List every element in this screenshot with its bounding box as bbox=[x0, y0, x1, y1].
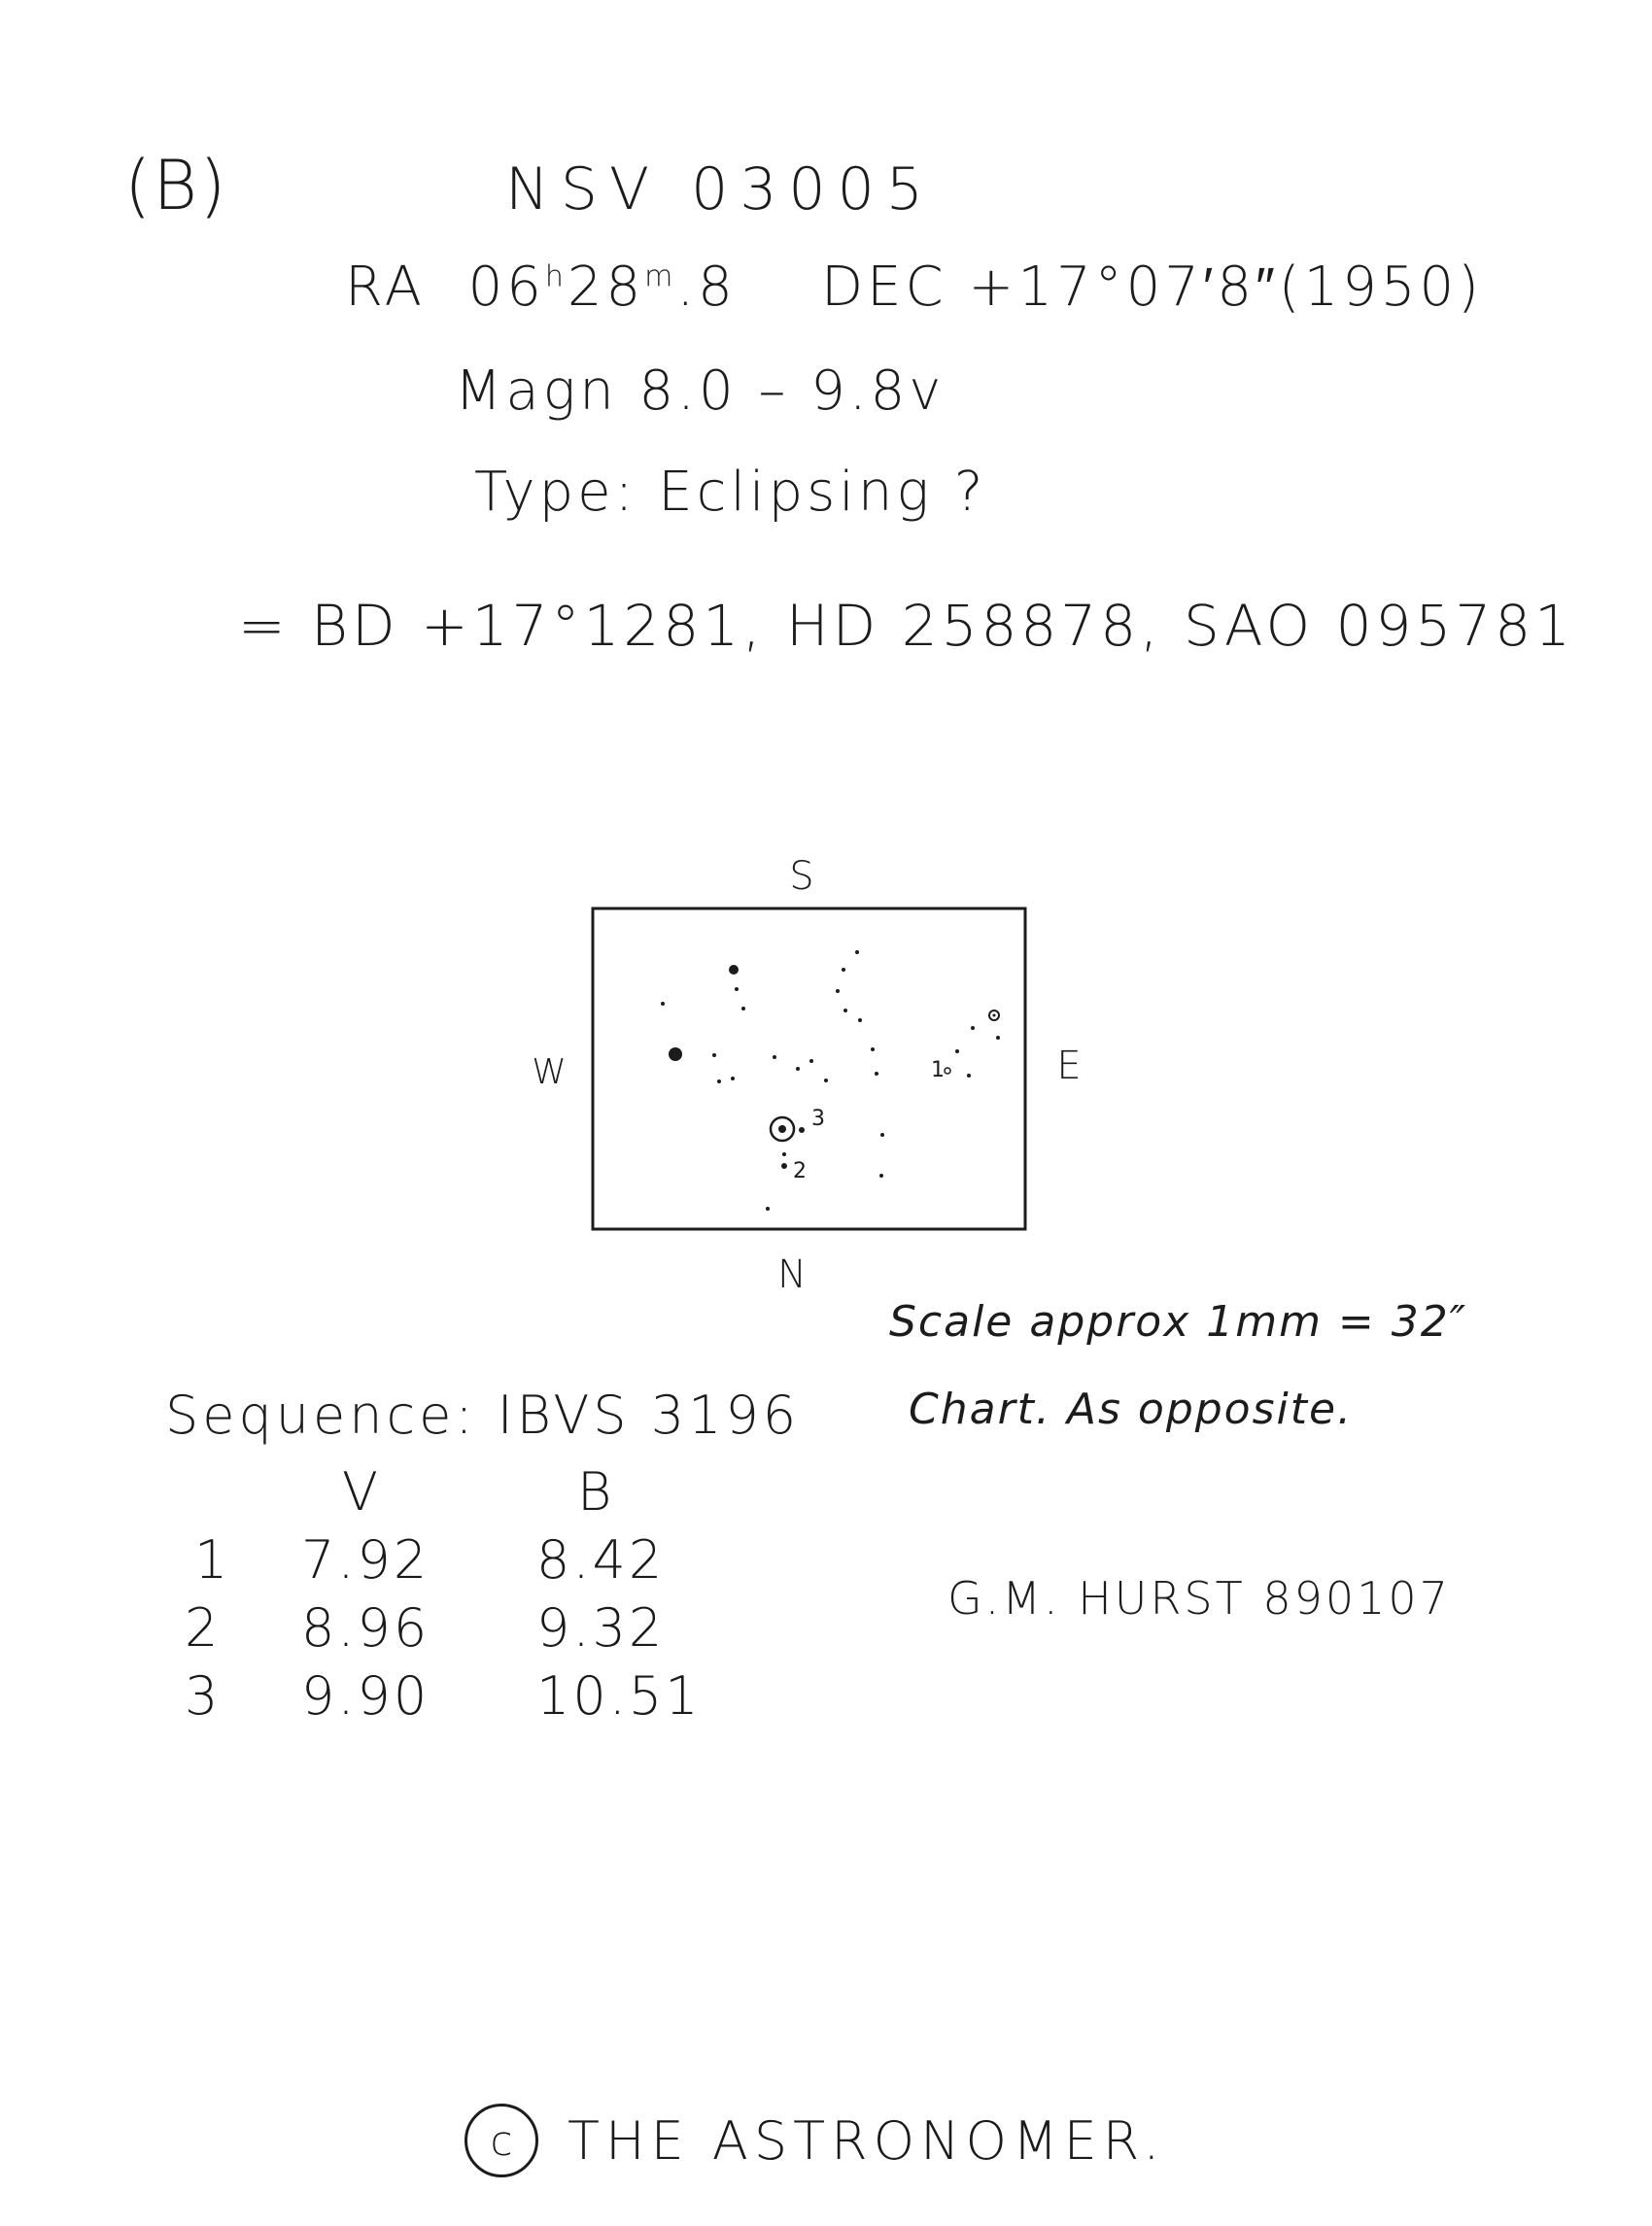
chart-note: Chart. As opposite. bbox=[909, 1385, 1354, 1434]
comparison-star-2-label: 2 bbox=[793, 1159, 807, 1183]
sequence-table bbox=[165, 1457, 772, 1729]
star bbox=[773, 1055, 776, 1059]
section-label: (B) bbox=[124, 146, 228, 225]
catalog-identifiers: = BD +17°1281, HD 258878, SAO 095781 bbox=[238, 593, 1575, 659]
sequence-row bbox=[165, 1593, 772, 1661]
comparison-star-3-label: 3 bbox=[811, 1107, 825, 1131]
star bbox=[731, 1077, 735, 1080]
star bbox=[661, 1002, 665, 1006]
sequence-row bbox=[165, 1525, 772, 1593]
sequence-index: 3 bbox=[185, 1664, 222, 1727]
finder-chart bbox=[505, 845, 1108, 1312]
star-name-title: NSV 03005 bbox=[505, 155, 935, 223]
ra-label: RA bbox=[345, 256, 426, 319]
star-bright-west bbox=[669, 1047, 682, 1061]
sequence-v-mag: 9.90 bbox=[301, 1664, 430, 1727]
star bbox=[782, 1152, 786, 1156]
footer-copyright bbox=[465, 2104, 1165, 2177]
star bbox=[971, 1026, 975, 1030]
comparison-star-1 bbox=[945, 1068, 950, 1074]
sequence-title: Sequence: IBVS 3196 bbox=[165, 1385, 801, 1446]
star-bright-upper bbox=[729, 965, 739, 975]
star bbox=[824, 1079, 828, 1082]
comparison-star-3 bbox=[799, 1127, 805, 1133]
sequence-header-index bbox=[165, 1457, 301, 1525]
star bbox=[880, 1133, 884, 1137]
star bbox=[741, 1007, 745, 1010]
sequence-b-mag: 9.32 bbox=[536, 1596, 666, 1659]
star bbox=[735, 987, 739, 991]
sequence-b-mag: 10.51 bbox=[536, 1664, 702, 1727]
star bbox=[955, 1049, 959, 1053]
star bbox=[796, 1067, 800, 1071]
star bbox=[855, 950, 859, 954]
comparison-star-1-label: 1 bbox=[931, 1058, 945, 1082]
ra-hours: 06 bbox=[467, 256, 545, 319]
footer-text: THE ASTRONOMER. bbox=[568, 2109, 1166, 2172]
sequence-index: 1 bbox=[194, 1528, 231, 1591]
star bbox=[712, 1053, 716, 1057]
star bbox=[875, 1072, 878, 1076]
star bbox=[996, 1036, 1000, 1040]
sequence-header-b: B bbox=[577, 1460, 615, 1523]
magnitude-range: Magn 8.0 – 9.8v bbox=[455, 360, 946, 423]
variable-star bbox=[778, 1125, 786, 1133]
coordinates: RA 06$^h$28$^m$.8 DEC +17°07′8″(1950) bbox=[345, 256, 1483, 319]
sequence-header-row bbox=[165, 1457, 772, 1525]
sequence-row bbox=[165, 1661, 772, 1729]
sequence-v-mag: 7.92 bbox=[301, 1528, 430, 1591]
direction-south: S bbox=[789, 854, 814, 899]
ra-minutes: 28 bbox=[567, 256, 645, 319]
star bbox=[836, 989, 840, 993]
comparison-star-2 bbox=[781, 1163, 787, 1169]
scale-note: Scale approx 1mm = 32″ bbox=[889, 1297, 1468, 1347]
variable-type: Type: Eclipsing ? bbox=[474, 461, 987, 524]
ra-fraction: .8 bbox=[676, 256, 737, 319]
star bbox=[766, 1207, 770, 1211]
star bbox=[809, 1059, 813, 1063]
copyright-icon: c bbox=[465, 2104, 538, 2177]
sequence-b-mag: 8.42 bbox=[536, 1528, 666, 1591]
star bbox=[967, 1074, 971, 1078]
star bbox=[993, 1014, 996, 1017]
star bbox=[842, 968, 845, 972]
star bbox=[879, 1174, 883, 1178]
chart-frame bbox=[593, 908, 1025, 1229]
star bbox=[871, 1047, 875, 1051]
sequence-header-v: V bbox=[342, 1460, 381, 1523]
direction-west: W bbox=[532, 1052, 567, 1092]
direction-north: N bbox=[777, 1252, 807, 1297]
sequence-index: 2 bbox=[185, 1596, 222, 1659]
star bbox=[717, 1079, 721, 1083]
direction-east: E bbox=[1056, 1044, 1082, 1088]
declination: DEC +17°07′8″(1950) bbox=[820, 256, 1483, 319]
star bbox=[843, 1009, 847, 1012]
observer-signature: G.M. HURST 890107 bbox=[947, 1572, 1451, 1625]
sequence-v-mag: 8.96 bbox=[301, 1596, 430, 1659]
star bbox=[858, 1018, 862, 1022]
